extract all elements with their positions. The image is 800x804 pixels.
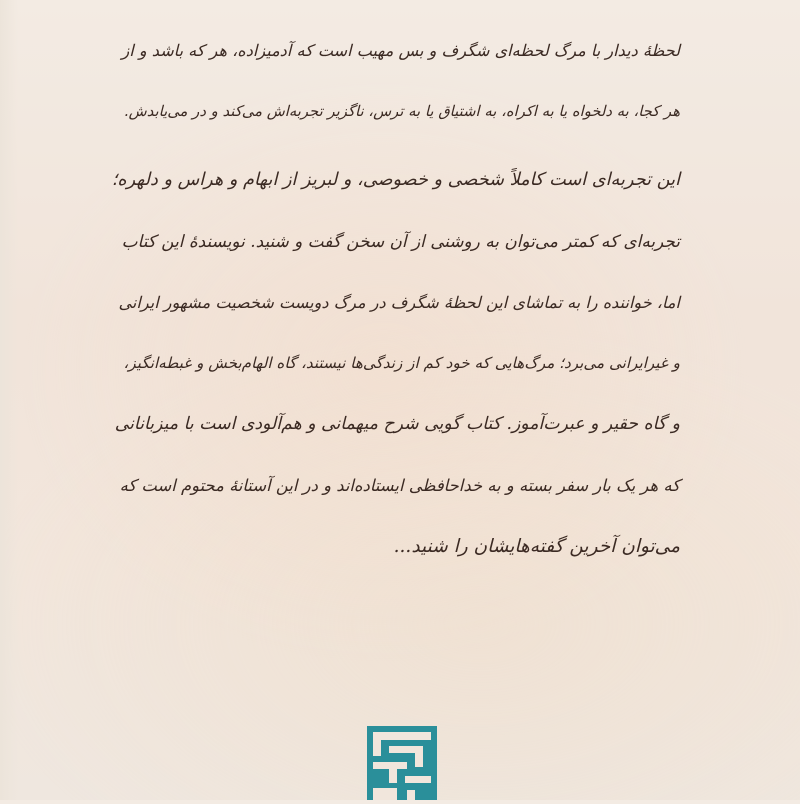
- text-line-4: تجربه‌ای که کمتر می‌توان به روشنی از آن سخن گفت و شنید. نویسندهٔ این کتاب: [121, 231, 680, 251]
- text-line-3: این تجربه‌ای است کاملاً شخصی و خصوصی، و لبریز از ابهام و هراس و دلهره؛: [111, 170, 680, 190]
- book-back-cover-text: [110, 20, 680, 577]
- text-line-8: که هر یک بار سفر بسته و به خداحافظی ایستاده‌اند و در این آستانهٔ محتوم است که: [119, 476, 680, 495]
- page-edge-shadow: [0, 0, 18, 800]
- text-line-6: و غیرایرانی می‌برد؛ مرگ‌هایی که خود کم از زندگی‌ها نیستند، گاه الهام‌بخش و غبطه‌انگیز،: [123, 354, 680, 372]
- text-line-1: لحظهٔ دیدار با مرگ لحظه‌ای شگرف و بس مهیب است که آدمیزاده، هر که باشد و از: [121, 41, 680, 60]
- text-line-2: هر کجا، به دلخواه یا به اکراه، به اشتیاق یا به ترس، ناگزیر تجربه‌اش می‌کند و در می‌یابدش.: [123, 103, 680, 120]
- text-line-5: اما، خواننده را به تماشای این لحظهٔ شگرف در مرگ دویست شخصیت مشهور ایرانی: [118, 293, 680, 312]
- text-line-9: می‌توان آخرین گفته‌هایشان را شنید...: [393, 536, 680, 557]
- text-line-7: و گاه حقیر و عبرت‌آموز. کتاب گویی شرح میهمانی و هم‌آلودی است با میزبانانی: [114, 414, 680, 434]
- publisher-logo-icon: [367, 726, 437, 800]
